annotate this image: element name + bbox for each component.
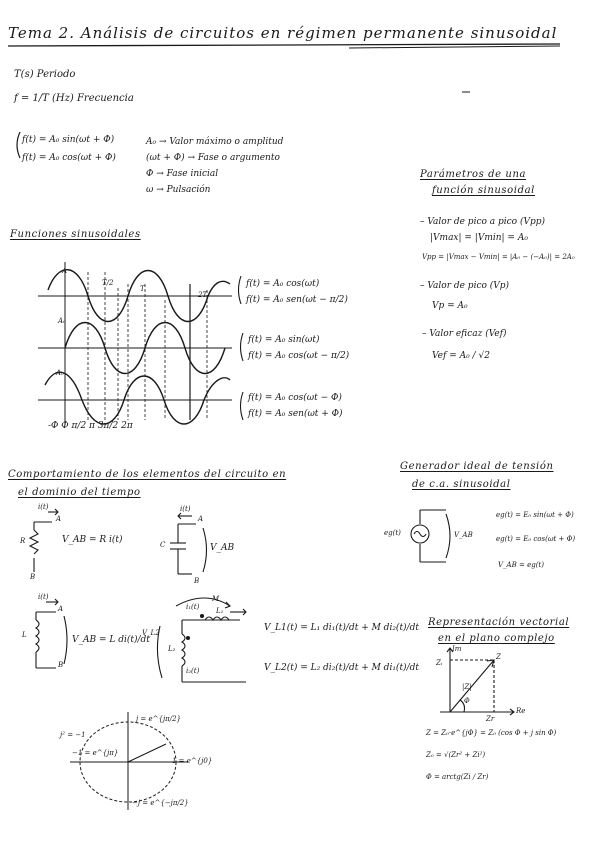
unit-circle-left: −1 = e^{jπ}	[72, 749, 119, 757]
vector-eq-2: Z₀ = √(Zr² + Zi²)	[426, 751, 486, 759]
l2-label: L₂	[168, 645, 176, 653]
mutual-equation-1: V_L1(t) = L₁ di₁(t)/dt + M di₂(t)/dt	[264, 623, 419, 633]
rms-title: – Valor eficaz (Vef)	[422, 329, 507, 339]
amp-label-3: A₀	[56, 369, 64, 377]
argument-definition: (ωt + Φ) → Fase o argumento	[146, 153, 280, 163]
c-terminal-b: B	[194, 577, 200, 585]
c-current-label: i(t)	[180, 505, 191, 513]
vector-label: Z	[496, 653, 501, 661]
l-terminal-b: B	[58, 661, 64, 669]
wave3-eq-b: f(t) = A₀ sen(ωt + Φ)	[248, 409, 343, 419]
vector-eq-1: Z = Z₀·e^{jΦ} = Z₀ (cos Φ + j sin Φ)	[426, 729, 557, 737]
angle-label: Φ	[464, 697, 470, 705]
vl2-label: V_L2	[142, 629, 160, 637]
mutual-equation-2: V_L2(t) = L₂ di₂(t)/dt + M di₁(t)/dt	[264, 663, 419, 673]
unit-circle-top: j = e^{jπ/2}	[136, 715, 181, 723]
peak-to-peak-eq2: Vpp = |Vmax − Vmin| = |A₀ − (−A₀)| = 2A₀	[422, 253, 575, 261]
modulus-label: |Z|	[462, 683, 472, 691]
sinusoid-plot	[38, 262, 232, 425]
amp-label-1: A	[62, 267, 68, 275]
i2-label: i₂(t)	[186, 667, 200, 675]
label-period: T	[140, 285, 145, 293]
j-squared: j² = −1	[60, 731, 86, 739]
imag-axis-label: Im	[452, 645, 462, 653]
generator-eq-1: eg(t) = E₀ sin(ωt + Φ)	[496, 511, 574, 519]
resistor-diagram	[30, 509, 58, 572]
functions-heading: Funciones sinusoidales	[10, 229, 141, 240]
r-terminal-a: A	[56, 515, 62, 523]
amplitude-definition: A₀ → Valor máximo o amplitud	[146, 137, 284, 147]
mutual-label: M	[212, 595, 220, 603]
amp-label-2: A₀	[58, 317, 66, 325]
wave1-eq-a: f(t) = A₀ cos(ωt)	[246, 279, 320, 289]
params-heading-line1: Parámetros de una	[420, 169, 527, 180]
wave3-eq-a: f(t) = A₀ cos(ωt − Φ)	[248, 393, 342, 403]
generator-heading-line2: de c.a. sinusoidal	[412, 479, 511, 490]
l1-label: L₁	[216, 607, 224, 615]
behaviour-heading-line2: el dominio del tiempo	[18, 487, 141, 498]
label-two-period: 2T	[198, 291, 208, 299]
zr-label: Zr	[486, 715, 495, 723]
real-axis-label: Re	[516, 707, 526, 715]
peak-title: – Valor de pico (Vp)	[420, 281, 510, 291]
l-current-label: i(t)	[38, 593, 49, 601]
source-label: eg(t)	[384, 529, 401, 537]
complex-plane-diagram	[440, 645, 514, 715]
behaviour-heading-line1: Comportamiento de los elementos del circuito en	[8, 469, 287, 480]
l-terminal-a: A	[58, 605, 64, 613]
label-half-period: T/2	[102, 279, 114, 287]
i1-label: i₁(t)	[186, 603, 200, 611]
wave2-eq-b: f(t) = A₀ cos(ωt − π/2)	[248, 351, 350, 361]
generator-vab-label: V_AB	[454, 531, 473, 539]
vector-eq-3: Φ = arctg(Zi / Zr)	[426, 773, 489, 781]
peak-to-peak-eq1: |Vmax| = |Vmin| = A₀	[430, 233, 528, 243]
r-current-label: i(t)	[38, 503, 49, 511]
inductor-equation: V_AB = L di(t)/dt	[72, 635, 150, 645]
coupled-inductors-diagram	[157, 595, 246, 682]
peak-to-peak-title: – Valor de pico a pico (Vpp)	[420, 217, 545, 227]
generator-diagram	[411, 510, 450, 562]
params-heading-line2: función sinusoidal	[432, 185, 535, 196]
vector-heading-line2: en el plano complejo	[438, 633, 555, 644]
r-terminal-b: B	[30, 573, 36, 581]
unit-circle-right: 1 = e^{j0}	[172, 757, 213, 765]
wave2-eq-a: f(t) = A₀ sin(ωt)	[248, 335, 320, 345]
unit-circle-diagram	[70, 712, 188, 810]
l-label: L	[22, 631, 27, 639]
c-terminal-a: A	[198, 515, 204, 523]
pulsation-definition: ω → Pulsación	[146, 185, 211, 195]
resistor-equation: V_AB = R i(t)	[62, 535, 123, 545]
rms-eq: Vef = A₀ / √2	[432, 351, 490, 361]
capacitor-equation: V_AB	[210, 543, 235, 553]
generator-heading-line1: Generador ideal de tensión	[400, 461, 554, 472]
generator-eq-3: V_AB = eg(t)	[498, 561, 544, 569]
peak-eq: Vp = A₀	[432, 301, 468, 311]
vector-heading-line1: Representación vectorial	[428, 617, 570, 628]
r-label: R	[20, 537, 26, 545]
wave1-eq-b: f(t) = A₀ sen(ωt − π/2)	[246, 295, 348, 305]
axis-ticks: -Φ Φ π/2 π 3π/2 2π	[48, 421, 133, 431]
period-definition: T(s) Periodo	[14, 69, 76, 80]
equation-cos: f(t) = A₀ cos(ωt + Φ)	[22, 153, 116, 163]
generator-eq-2: eg(t) = E₀ cos(ωt + Φ)	[496, 535, 576, 543]
unit-circle-bottom: −j = e^{−jπ/2}	[132, 799, 189, 807]
equation-sin: f(t) = A₀ sin(ωt + Φ)	[22, 135, 115, 145]
frequency-definition: f = 1/T (Hz) Frecuencia	[14, 93, 134, 104]
zi-label: Zᵢ	[436, 659, 443, 667]
phase-definition: Φ → Fase inicial	[146, 169, 219, 179]
page-title: Tema 2. Análisis de circuitos en régimen permanente sinusoidal	[8, 24, 558, 42]
c-label: C	[160, 541, 166, 549]
